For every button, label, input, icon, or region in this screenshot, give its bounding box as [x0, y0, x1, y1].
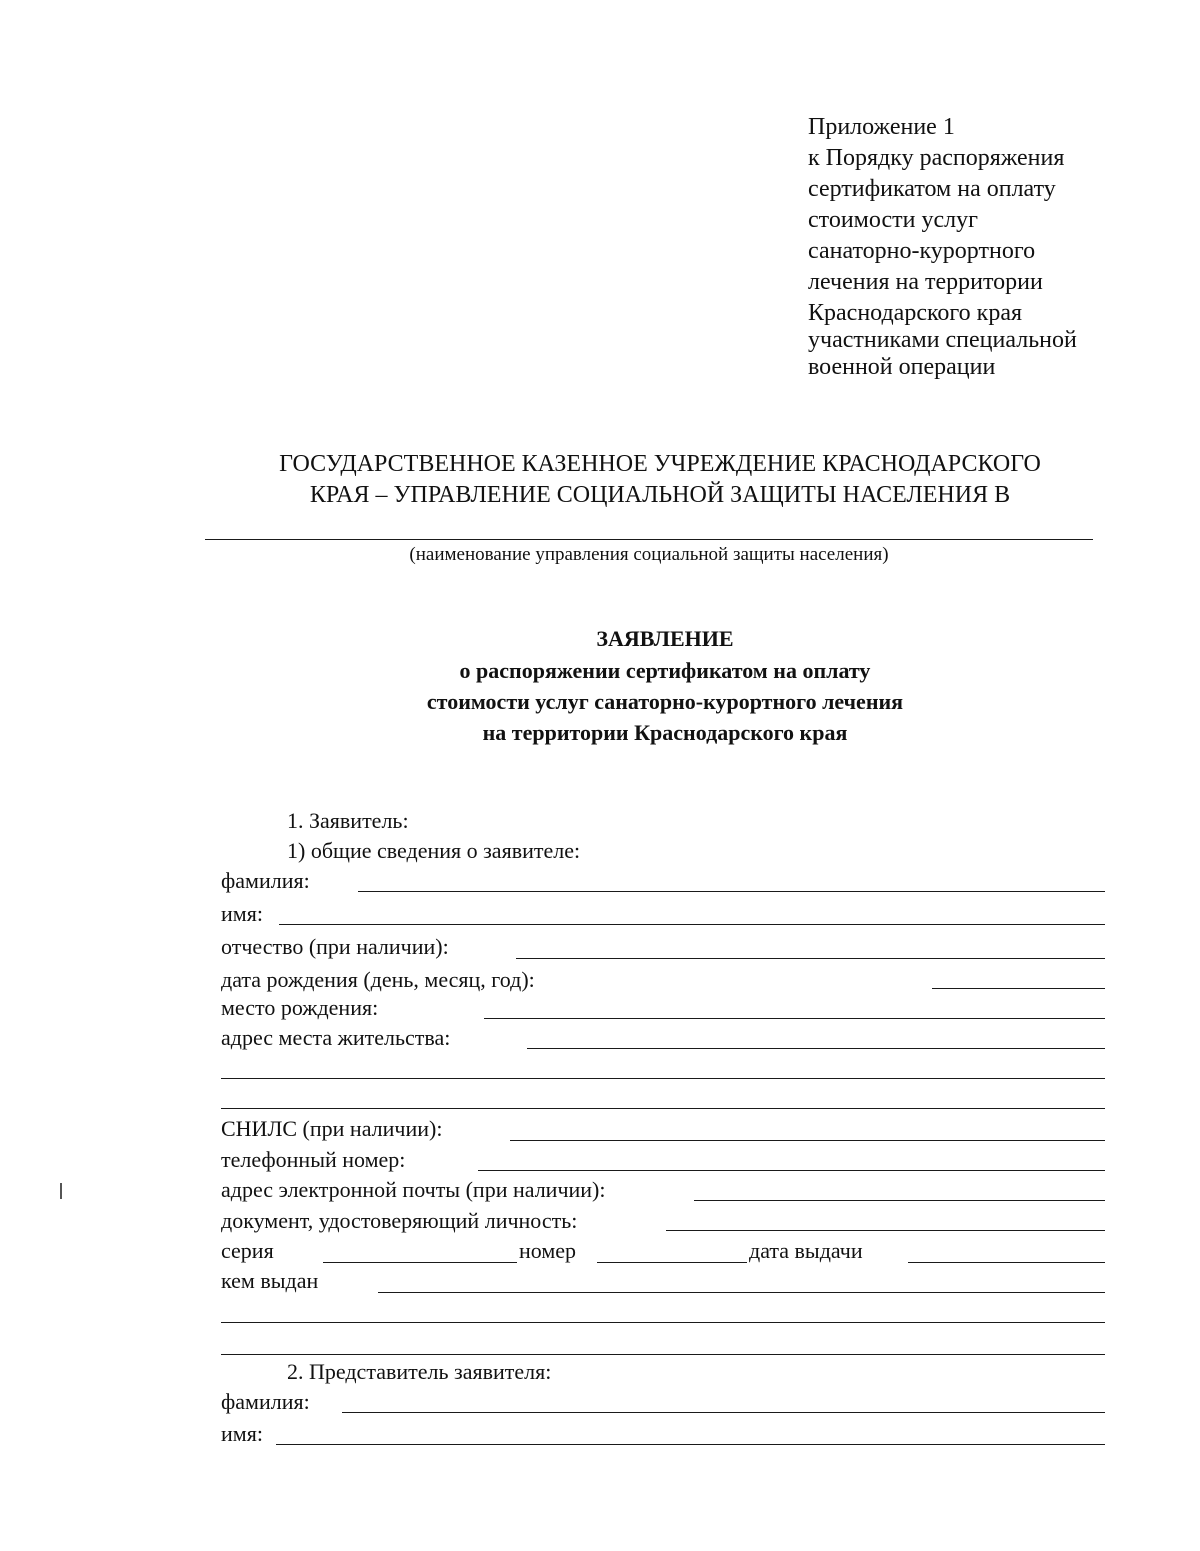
birth-date-underline [932, 988, 1105, 989]
issue-date-underline [908, 1262, 1105, 1263]
name-field[interactable] [279, 899, 1105, 923]
series-field[interactable] [323, 1238, 517, 1262]
address-field-line-3[interactable] [221, 1084, 1105, 1108]
org-line-2: КРАЯ – УПРАВЛЕНИЕ СОЦИАЛЬНОЙ ЗАЩИТЫ НАСЕЛЕНИЯ В [309, 482, 1011, 508]
patronymic-label: отчество (при наличии): [221, 934, 449, 959]
email-label: адрес электронной почты (при наличии): [221, 1177, 606, 1202]
name-label: имя: [221, 901, 263, 926]
appendix-line: участниками специальной [808, 327, 1077, 353]
series-label: серия [221, 1238, 274, 1263]
birth-date-label: дата рождения (день, месяц, год): [221, 967, 535, 992]
issued-by-label: кем выдан [221, 1268, 319, 1293]
surname-field[interactable] [358, 867, 1105, 891]
doc-subtitle-line: на территории Краснодарского края [482, 720, 848, 745]
section1-subheading: 1) общие сведения о заявителе: [287, 838, 581, 863]
id-doc-label: документ, удостоверяющий личность: [221, 1208, 578, 1233]
issued-by-field-line-3[interactable] [221, 1330, 1105, 1354]
address-underline-3 [221, 1108, 1105, 1109]
email-underline [694, 1200, 1105, 1201]
birth-place-field[interactable] [484, 994, 1105, 1018]
birth-place-label: место рождения: [221, 995, 379, 1020]
address-label: адрес места жительства: [221, 1025, 451, 1050]
patronymic-field[interactable] [516, 933, 1105, 957]
rep-name-label: имя: [221, 1421, 263, 1446]
appendix-line: к Порядку распоряжения [808, 145, 1065, 171]
org-name-field[interactable] [205, 514, 1093, 538]
address-underline-2 [221, 1078, 1105, 1079]
birth-place-underline [484, 1018, 1105, 1019]
rep-surname-field[interactable] [342, 1388, 1105, 1412]
number-label: номер [519, 1238, 577, 1263]
phone-label: телефонный номер: [221, 1147, 406, 1172]
section1-heading: 1. Заявитель: [287, 808, 409, 833]
name-underline [279, 924, 1105, 925]
birth-date-field[interactable] [932, 964, 1105, 988]
org-name-underline [205, 539, 1093, 540]
number-field[interactable] [597, 1238, 747, 1262]
doc-subtitle-line: стоимости услуг санаторно-курортного лечения [426, 689, 904, 714]
appendix-line: лечения на территории [808, 269, 1043, 295]
org-caption: (наименование управления социальной защиты населения) [409, 544, 889, 565]
id-doc-underline [666, 1230, 1105, 1231]
appendix-line: санаторно-курортного [808, 238, 1036, 264]
snils-field[interactable] [510, 1116, 1105, 1140]
patronymic-underline [516, 958, 1105, 959]
rep-name-underline [276, 1444, 1105, 1445]
id-doc-field[interactable] [666, 1206, 1105, 1230]
scan-mark [60, 1183, 62, 1199]
rep-surname-label: фамилия: [221, 1389, 310, 1414]
doc-title: ЗАЯВЛЕНИЕ [596, 626, 734, 651]
address-underline [527, 1048, 1105, 1049]
email-field[interactable] [694, 1176, 1105, 1200]
surname-underline [358, 891, 1105, 892]
issued-by-underline-2 [221, 1322, 1105, 1323]
rep-surname-underline [342, 1412, 1105, 1413]
appendix-line: стоимости услуг [808, 207, 978, 233]
series-underline [323, 1262, 517, 1263]
issued-by-underline [378, 1292, 1105, 1293]
issued-by-field-line-2[interactable] [221, 1298, 1105, 1322]
surname-label: фамилия: [221, 868, 310, 893]
doc-subtitle-line: о распоряжении сертификатом на оплату [459, 658, 871, 683]
appendix-line: военной операции [808, 354, 996, 380]
issue-date-field[interactable] [908, 1238, 1105, 1262]
address-field-line-2[interactable] [221, 1054, 1105, 1078]
rep-name-field[interactable] [276, 1420, 1105, 1444]
issued-by-field[interactable] [378, 1268, 1105, 1292]
phone-underline [478, 1170, 1105, 1171]
address-field[interactable] [527, 1024, 1105, 1048]
appendix-line: Краснодарского края [808, 300, 1023, 326]
appendix-line: Приложение 1 [808, 114, 955, 140]
issue-date-label: дата выдачи [749, 1238, 863, 1263]
snils-label: СНИЛС (при наличии): [221, 1116, 443, 1141]
issued-by-underline-3 [221, 1354, 1105, 1355]
number-underline [597, 1262, 747, 1263]
phone-field[interactable] [478, 1146, 1105, 1170]
section2-heading: 2. Представитель заявителя: [287, 1359, 552, 1384]
org-line-1: ГОСУДАРСТВЕННОЕ КАЗЕННОЕ УЧРЕЖДЕНИЕ КРАСНОДАРСКОГО [279, 451, 1041, 477]
snils-underline [510, 1140, 1105, 1141]
appendix-line: сертификатом на оплату [808, 176, 1056, 202]
